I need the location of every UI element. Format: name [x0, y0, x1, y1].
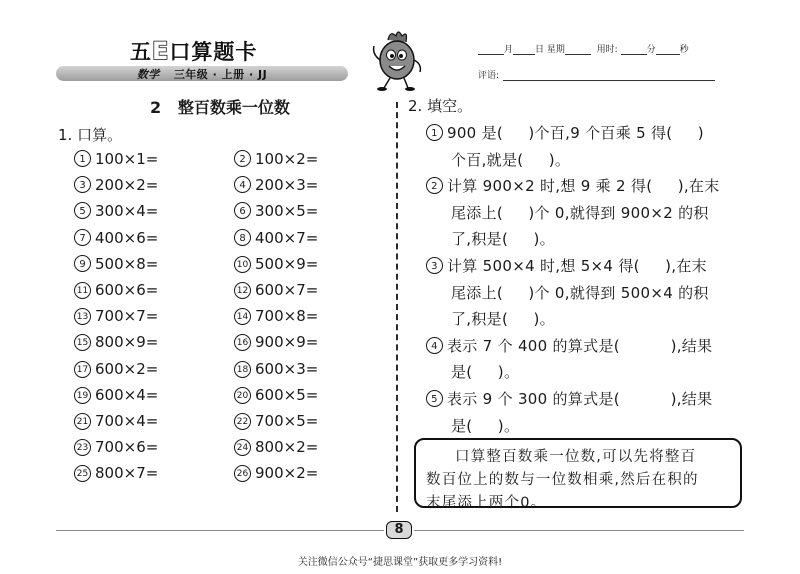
fill-blank-text: 是( )。 [451, 363, 520, 382]
calc-expression: 500×9= [255, 254, 319, 273]
fill-blank-line [426, 122, 704, 143]
item-number-circle: 23 [74, 439, 91, 456]
calc-expression: 600×2= [95, 359, 159, 378]
fill-blank-line [451, 282, 709, 303]
calc-item [74, 255, 158, 273]
calc-expression: 500×8= [95, 254, 159, 273]
fill-blank-line [426, 175, 720, 196]
seconds-label: 秒 [679, 45, 689, 55]
calc-item [74, 307, 158, 325]
mascot-illustration [368, 26, 424, 92]
item-number-circle: 4 [426, 337, 443, 354]
minutes-label: 分 [646, 45, 656, 55]
item-number-circle: 26 [234, 465, 251, 482]
calc-item [74, 438, 158, 456]
item-number-circle: 9 [74, 255, 91, 272]
page-number-badge [384, 520, 414, 540]
calc-item [234, 438, 318, 456]
calc-item [234, 464, 318, 482]
calc-expression: 600×6= [95, 281, 159, 299]
calc-item [74, 333, 158, 351]
item-number-circle: 1 [74, 150, 91, 167]
month-blank[interactable] [478, 45, 504, 55]
calc-expression: 100×1= [95, 150, 159, 168]
item-number-circle: 19 [74, 387, 91, 404]
calc-expression: 600×5= [255, 385, 319, 404]
brand-suffix: 口算题卡 [169, 40, 258, 64]
calc-item [74, 360, 158, 378]
calc-item [74, 150, 158, 168]
item-number-circle: 20 [234, 387, 251, 404]
comment-line [478, 68, 715, 81]
calc-item [74, 176, 158, 194]
calc-expression: 200×3= [255, 176, 319, 195]
item-number-circle: 14 [234, 308, 251, 325]
subject-label: 数学 [136, 67, 160, 81]
calc-item [234, 150, 318, 168]
tip-line-3: 末尾添上两个0。 [426, 495, 547, 511]
day-blank[interactable] [513, 45, 535, 55]
calc-expression: 100×2= [255, 150, 319, 168]
calc-item [74, 229, 158, 247]
item-number-circle: 25 [74, 465, 91, 482]
fill-blank-line [451, 149, 570, 170]
calc-item [74, 464, 158, 482]
fill-blank-line [426, 388, 712, 409]
calc-item [234, 412, 318, 430]
item-number-circle: 1 [426, 124, 443, 141]
calc-item [234, 176, 318, 194]
fill-blank-text: 计算 500×4 时,想 5×4 得( ),在末 [447, 257, 707, 275]
card-title [130, 36, 257, 66]
fill-blank-line [451, 308, 555, 329]
fill-blank-text: 表示 7 个 400 的算式是( ),结果 [447, 336, 713, 355]
calc-item [234, 333, 318, 351]
grade-label: 三年级 · 上册 · JJ [173, 67, 268, 81]
calc-expression: 700×8= [255, 307, 319, 326]
day-label: 日 [535, 45, 545, 55]
fill-blank-line [451, 228, 555, 249]
calc-expression: 600×4= [95, 385, 159, 404]
calc-expression: 300×4= [95, 202, 159, 221]
fill-blank-text: 表示 9 个 300 的算式是( ),结果 [447, 390, 713, 408]
weekday-blank[interactable] [565, 45, 591, 55]
calc-expression: 800×7= [95, 464, 159, 483]
tip-box [414, 438, 742, 511]
item-number-circle: 4 [234, 176, 251, 193]
page-number: 8 [386, 521, 412, 539]
calc-item [74, 386, 158, 404]
calc-expression: 600×3= [255, 359, 319, 378]
calc-expression: 400×6= [95, 228, 159, 247]
fill-blank-line [451, 202, 709, 223]
weekday-label: 星期 [546, 45, 565, 55]
comment-label: 评语: [478, 71, 500, 81]
fill-blank-text: 了,积是( )。 [451, 230, 555, 249]
item-number-circle: 24 [234, 439, 251, 456]
calc-item [234, 386, 318, 404]
fill-blank-text: 是( )。 [451, 416, 520, 435]
item-number-circle: 10 [234, 256, 251, 273]
item-number-circle: 2 [426, 177, 443, 194]
item-number-circle: 3 [74, 176, 91, 193]
calc-expression: 900×9= [255, 333, 319, 352]
calc-expression: 400×7= [255, 228, 319, 247]
item-number-circle: 15 [74, 334, 91, 351]
calc-expression: 200×2= [95, 176, 159, 195]
calc-expression: 700×6= [95, 438, 159, 457]
calc-expression: 700×4= [95, 412, 159, 430]
calc-item [74, 202, 158, 220]
item-number-circle: 5 [426, 390, 443, 407]
brand-e-letter: E [152, 37, 170, 65]
brand-prefix: 五 [130, 40, 152, 64]
item-number-circle: 17 [74, 361, 91, 378]
calc-item [74, 412, 158, 430]
month-label: 月 [504, 45, 514, 55]
calc-expression: 800×2= [255, 438, 319, 457]
fill-blank-text: 尾添上( )个 0,就得到 500×4 的积 [451, 283, 709, 302]
calc-expression: 800×9= [95, 333, 159, 352]
fill-blank-text: 了,积是( )。 [451, 310, 555, 329]
item-number-circle: 6 [234, 202, 251, 219]
minutes-blank[interactable] [621, 45, 647, 55]
fill-blank-text: 尾添上( )个 0,就得到 900×2 的积 [451, 203, 709, 222]
footer-notice: 关注微信公众号“捷思课堂”获取更多学习资料! [297, 557, 503, 568]
calc-expression: 700×7= [95, 307, 159, 326]
item-number-circle: 18 [234, 361, 251, 378]
fill-blank-line [426, 335, 712, 356]
section-title: 2 整百数乘一位数 [150, 98, 290, 117]
calc-item [234, 202, 318, 220]
calc-expression: 300×5= [255, 202, 319, 221]
question1-title: 1. 口算。 [58, 126, 123, 144]
item-number-circle: 5 [74, 202, 91, 219]
column-divider [396, 102, 398, 512]
item-number-circle: 11 [74, 282, 91, 299]
item-number-circle: 2 [234, 150, 251, 167]
item-number-circle: 8 [234, 229, 251, 246]
calc-item [234, 229, 318, 247]
item-number-circle: 3 [426, 257, 443, 274]
subject-grade-bar [56, 66, 348, 81]
time-used-label: 用时: [596, 45, 618, 55]
fill-blank-line [451, 361, 519, 382]
calc-item [74, 281, 158, 299]
item-number-circle: 13 [74, 308, 91, 325]
calc-expression: 700×5= [255, 412, 319, 430]
tip-line-2: 数百位上的数与一位数相乘,然后在积的 [426, 472, 699, 488]
tip-line-1: 口算整百数乘一位数,可以先将整百 [455, 449, 697, 465]
question2-title: 2. 填空。 [408, 97, 473, 115]
calc-expression: 900×2= [255, 464, 319, 483]
fill-blank-line [451, 415, 519, 436]
date-time-line [478, 42, 689, 55]
seconds-blank[interactable] [656, 45, 680, 55]
item-number-circle: 16 [234, 334, 251, 351]
fill-blank-line [426, 255, 707, 276]
calc-item [234, 360, 318, 378]
fill-blank-text: 个百,就是( )。 [451, 150, 571, 169]
calc-item [234, 307, 318, 325]
fill-blank-text: 900 是( )个百,9 个百乘 5 得( ) [447, 124, 704, 142]
comment-blank[interactable] [503, 71, 715, 81]
item-number-circle: 7 [74, 229, 91, 246]
item-number-circle: 22 [234, 413, 251, 430]
fill-blank-text: 计算 900×2 时,想 9 乘 2 得( ),在末 [447, 177, 720, 196]
item-number-circle: 12 [234, 282, 251, 299]
item-number-circle: 21 [74, 413, 91, 430]
calc-item [234, 281, 318, 299]
calc-expression: 600×7= [255, 281, 319, 299]
calc-item [234, 255, 318, 273]
